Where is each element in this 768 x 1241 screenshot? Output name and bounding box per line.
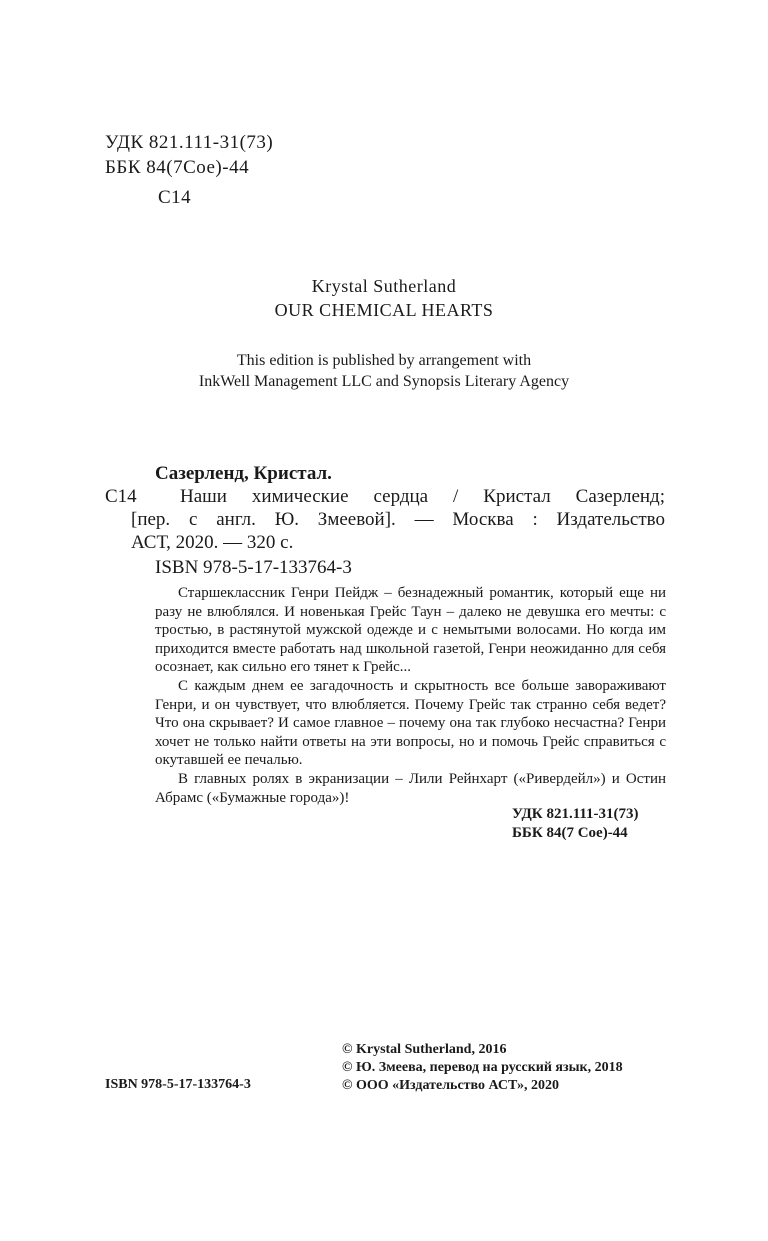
copyright-line: © Ю. Змеева, перевод на русский язык, 2018 [342, 1060, 623, 1075]
arrangement-line-2: InkWell Management LLC and Synopsis Literary Agency [198, 373, 570, 390]
bbk-index: ББК 84(7Сое)-44 [105, 157, 250, 178]
catalog-line-3: АСТ, 2020. — 320 с. [131, 532, 294, 553]
original-title: OUR CHEMICAL HEARTS [274, 300, 494, 320]
original-author: Krystal Sutherland [311, 276, 457, 296]
udk-index: УДК 821.111-31(73) [105, 132, 274, 153]
copyright-line: © Krystal Sutherland, 2016 [342, 1042, 507, 1057]
bottom-bbk: ББК 84(7 Сое)-44 [512, 825, 628, 841]
annotation-paragraph-1: Старшеклассник Генри Пейдж – безнадежный романтик, который еще ни разу не влюблялся. И новенькая Грейс Таун – далеко не девушка его мечты: с тростью, в растянутой мужской одежде и с немытыми волосами. Но когда им приходится вместе работать над школьной газетой, Генри неожиданно для себя осознает, как сильно его тянет к Грейс... [155, 585, 666, 676]
bottom-udk: УДК 821.111-31(73) [512, 806, 639, 822]
catalog-heading: Сазерленд, Кристал. [155, 463, 332, 484]
catalog-line-2: [пер. с англ. Ю. Змеевой]. — Москва : Издательство [131, 509, 665, 530]
annotation [155, 584, 666, 807]
footer-isbn: ISBN 978-5-17-133764-3 [105, 1077, 251, 1092]
arrangement-line-1: This edition is published by arrangement with [236, 352, 532, 369]
catalog-line-1: Наши химические сердца / Кристал Сазерленд; [180, 486, 665, 507]
copyright-line: © ООО «Издательство АСТ», 2020 [342, 1078, 560, 1093]
annotation-paragraph-3: В главных ролях в экранизации – Лили Рейнхарт («Ривердейл») и Остин Абрамс («Бумажные города»)! [155, 770, 666, 806]
catalog-isbn: ISBN 978-5-17-133764-3 [155, 557, 352, 578]
catalog-mark: С14 [105, 486, 137, 507]
annotation-paragraph-2: С каждым днем ее загадочность и скрытность все больше завораживают Генри, и он чувствует, что влюбляется. Почему Грейс так странно себя ведет? Что она скрывает? И самое главное – почему она так глубоко несчастна? Генри хочет не только найти ответы на эти вопросы, но и помочь Грейс справиться с окутавшей ее печалью. [155, 677, 666, 769]
author-mark: С14 [158, 187, 192, 208]
